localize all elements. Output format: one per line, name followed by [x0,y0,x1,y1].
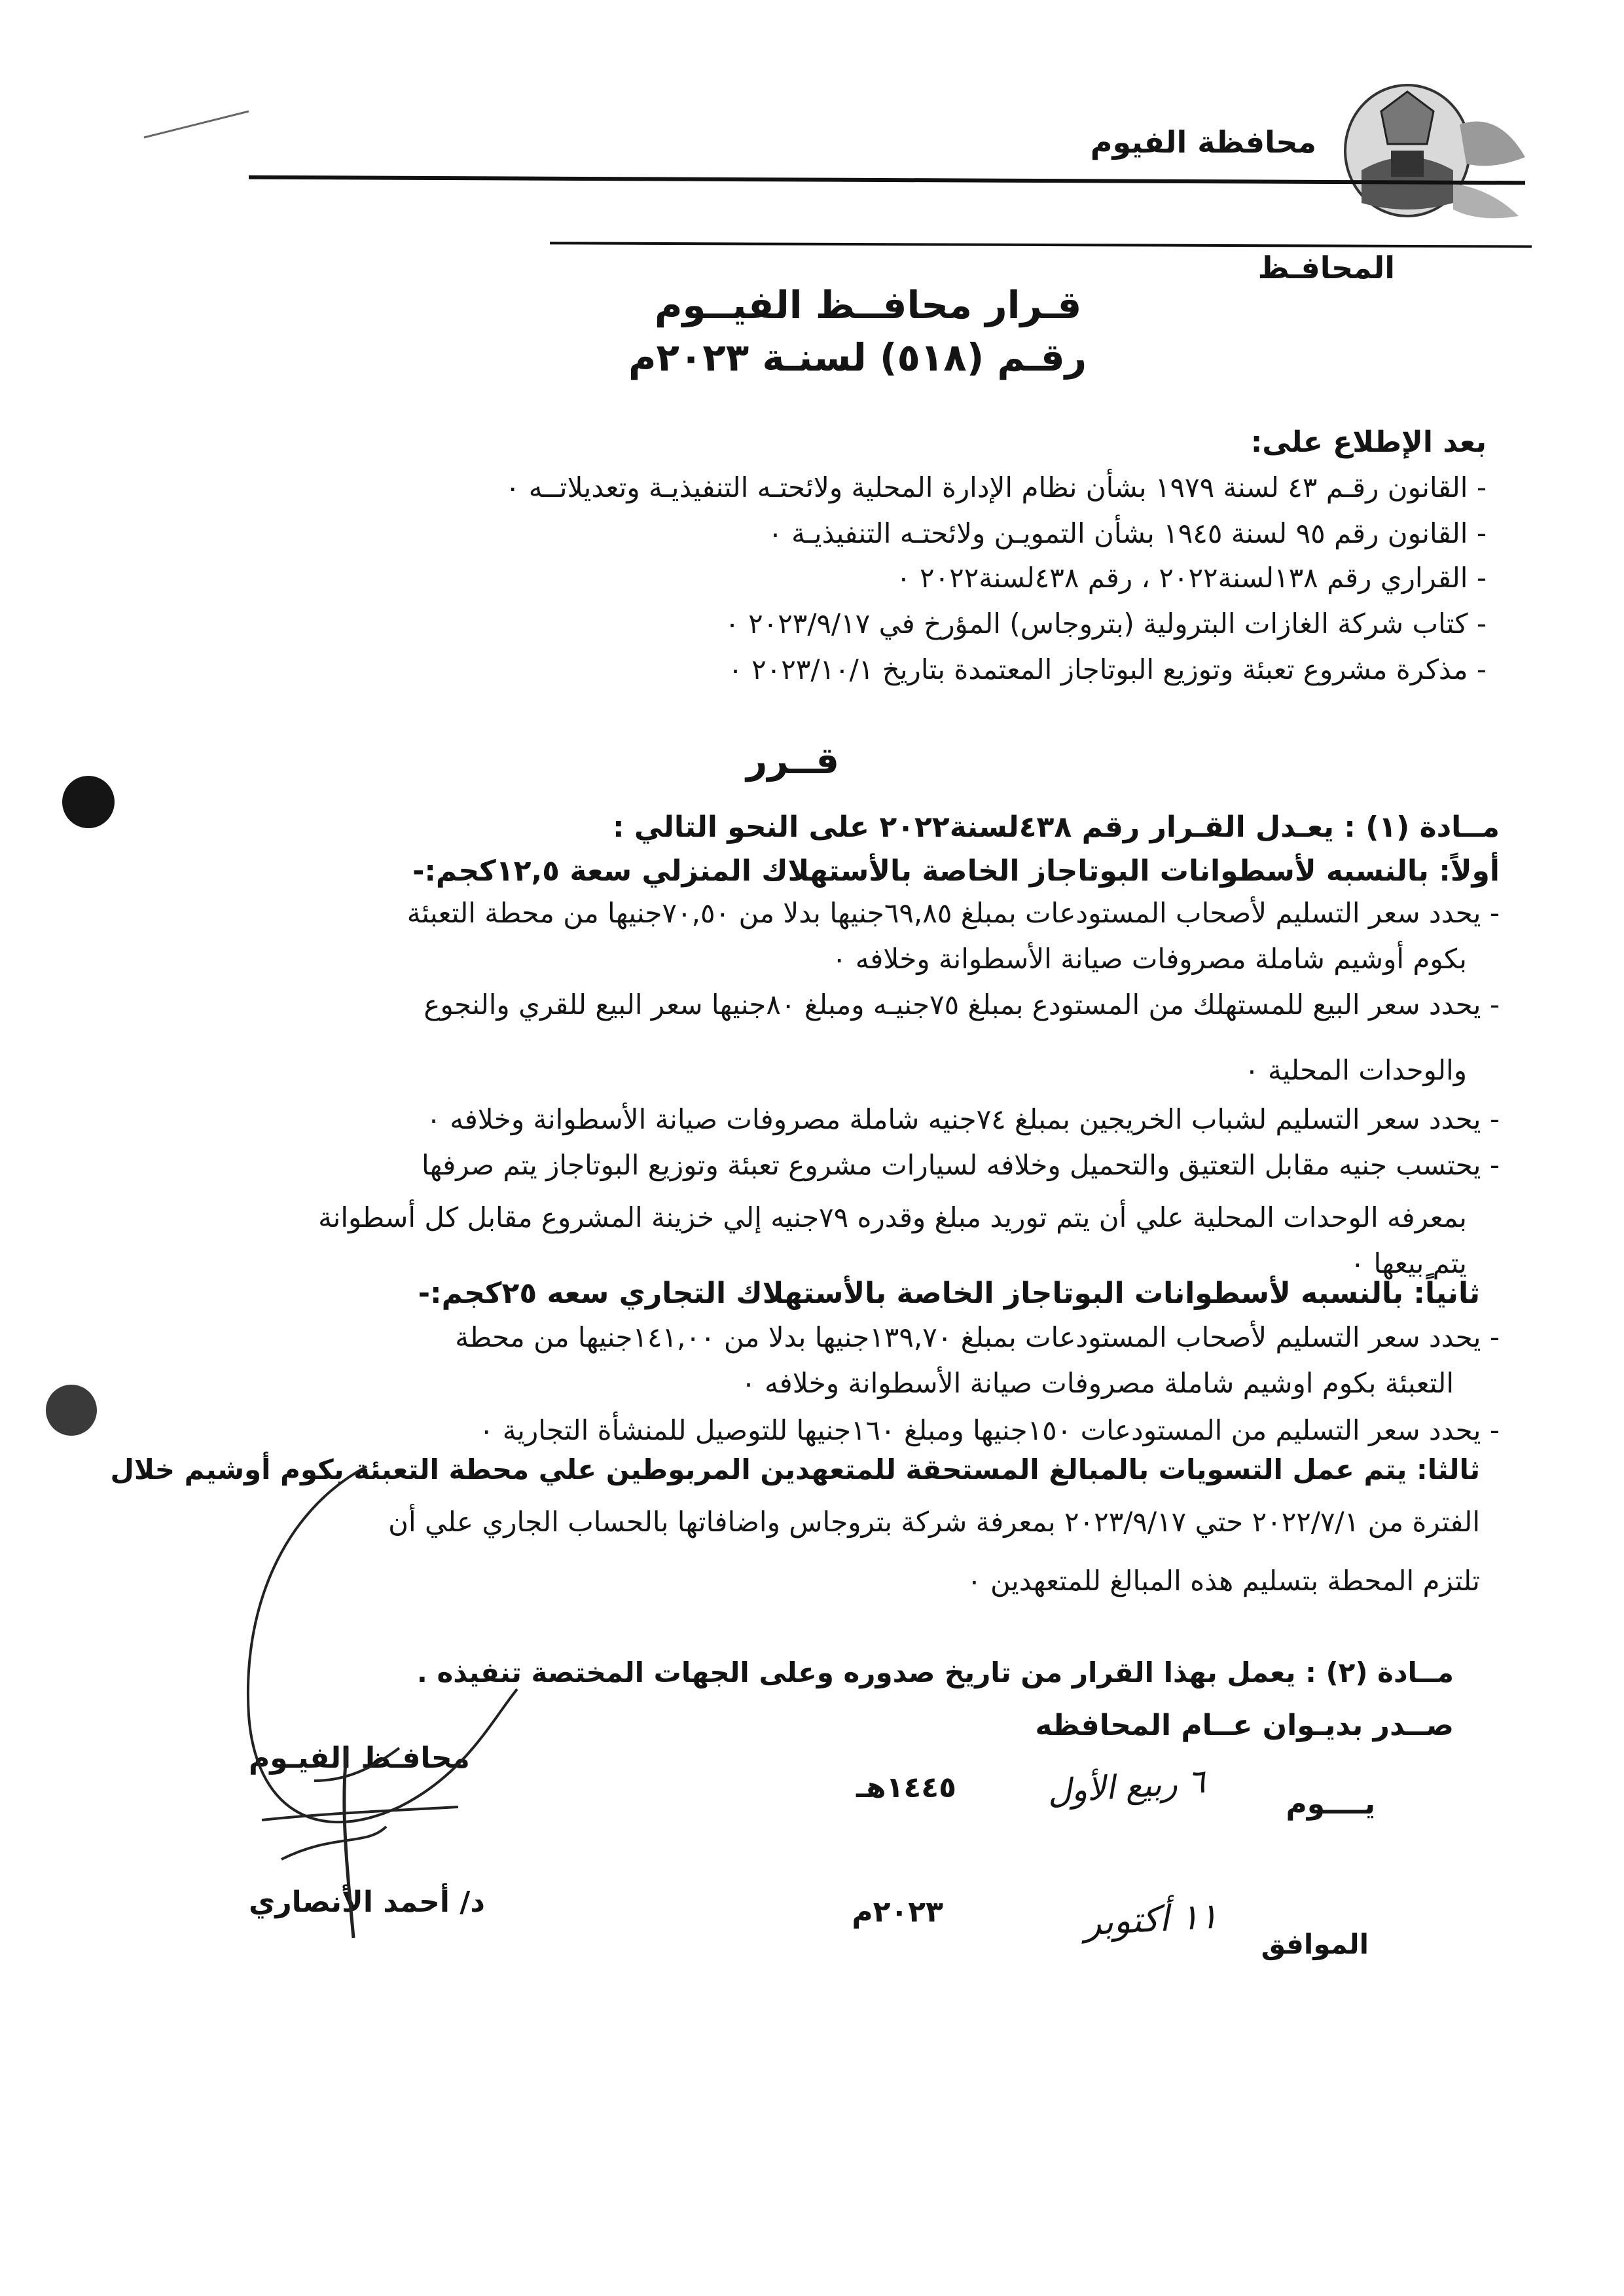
header-subrule [550,242,1532,247]
section-first-line: بمعرفه الوحدات المحلية علي أن يتم توريد مبلغ وقدره ٧٩جنيه إلي خزينة المشروع مقابل كل أسطوانة [318,1201,1467,1233]
hijri-year: ١٤٤٥هـ [856,1771,956,1804]
scan-mark [137,98,255,151]
issued-line: صــدر بديـوان عــام المحافظه [1035,1709,1454,1742]
section-first-line: يتم بيعها ٠ [1350,1247,1467,1279]
greg-date-label: الموافق [1261,1928,1369,1960]
decision-heading: قــرر [746,740,840,782]
article-2: مــادة (٢) : يعمل بهذا القرار من تاريخ صدوره وعلى الجهات المختصة تنفيذه . [416,1656,1454,1688]
decision-title: قـرار محافــظ الفيــوم [655,283,1082,327]
section-third-line: ثالثا: يتم عمل التسويات بالمبالغ المستحقة للمتعهدين المربوطين علي محطة التعبئة بكوم أوشيم خلال [110,1453,1480,1485]
section-first-heading: أولاً: بالنسبه لأسطوانات البوتاجاز الخاصة بالأستهلاك المنزلي سعة ١٢,٥كجم:- [412,854,1500,888]
greg-date-handwritten: ١١ أكتوبر [1083,1895,1219,1944]
preamble-item: - كتاب شركة الغازات البترولية (بتروجاس) المؤرخ في ٢٠٢٣/٩/١٧ ٠ [725,608,1487,640]
section-first-line: - يحتسب جنيه مقابل التعتيق والتحميل وخلافه لسيارات مشروع تعبئة وتوزيع البوتاجاز يتم صرفها [421,1149,1500,1181]
punch-hole [46,1385,97,1436]
preamble-heading: بعد الإطلاع على: [1250,426,1487,459]
section-first-line: بكوم أوشيم شاملة مصروفات صيانة الأسطوانة وخلافه ٠ [831,943,1467,975]
section-second-heading: ثانياً: بالنسبه لأسطوانات البوتاجاز الخاصة بالأستهلاك التجاري سعه ٢٥كجم:- [418,1277,1480,1310]
header-rule [249,175,1525,185]
handwritten-signature [151,1440,609,1964]
greg-year: ٢٠٢٣م [852,1895,943,1929]
office-title: المحافـظ [1257,250,1395,285]
decision-number: رقـم (٥١٨) لسنـة ٢٠٢٣م [628,335,1087,380]
preamble-item: - القانون رقـم ٤٣ لسنة ١٩٧٩ بشأن نظام الإدارة المحلية ولائحتـه التنفيذيـة وتعديلاتــه ٠ [505,471,1487,503]
section-first-line: - يحدد سعر البيع للمستهلك من المستودع بمبلغ ٧٥جنيـه ومبلغ ٨٠جنيها سعر البيع للقري والنجوع [424,989,1500,1021]
section-second-line: - يحدد سعر التسليم من المستودعات ١٥٠جنيها ومبلغ ١٦٠جنيها للتوصيل للمنشأة التجارية ٠ [478,1414,1500,1446]
punch-hole [62,776,115,828]
hijri-date-label: يــــوم [1286,1787,1375,1821]
section-third-line: تلتزم المحطة بتسليم هذه المبالغ للمتعهدين ٠ [967,1565,1480,1597]
article-1: مــادة (١) : يعـدل القـرار رقم ٤٣٨لسنة٢٠٢٢ على النحو التالي : [612,811,1500,844]
preamble-item: - القراري رقم ١٣٨لسنة٢٠٢٢ ، رقم ٤٣٨لسنة٢٠٢٢ ٠ [896,562,1487,594]
section-first-line: - يحدد سعر التسليم لأصحاب المستودعات بمبلغ ٦٩,٨٥جنيها بدلا من ٧٠,٥٠جنيها من محطة التعبئة [406,897,1500,929]
signatory-title: محافـظ الفيـوم [249,1741,470,1775]
section-second-line: التعبئة بكوم اوشيم شاملة مصروفات صيانة الأسطوانة وخلافه ٠ [741,1367,1454,1399]
governorate-name: محافظة الفيوم [1090,124,1316,160]
section-first-line: - يحدد سعر التسليم لشباب الخريجين بمبلغ ٧٤جنيه شاملة مصروفات صيانة الأسطوانة وخلافه ٠ [426,1103,1500,1135]
section-first-line: والوحدات المحلية ٠ [1244,1054,1467,1086]
signatory-name: د/ أحمد الأنصاري [249,1886,485,1919]
section-second-line: - يحدد سعر التسليم لأصحاب المستودعات بمبلغ ١٣٩,٧٠جنيها بدلا من ١٤١,٠٠جنيها من محطة [455,1321,1500,1353]
section-third-line: الفترة من ٢٠٢٢/٧/١ حتي ٢٠٢٣/٩/١٧ بمعرفة شركة بتروجاس واضافاتها بالحساب الجاري علي أن [388,1506,1480,1538]
hijri-date-handwritten: ٦ ربيع الأول [1045,1762,1206,1812]
preamble-item: - مذكرة مشروع تعبئة وتوزيع البوتاجاز المعتمدة بتاريخ ٢٠٢٣/١٠/١ ٠ [728,653,1487,685]
preamble-item: - القانون رقم ٩٥ لسنة ١٩٤٥ بشأن التمويـن ولائحتـه التنفيذيـة ٠ [768,517,1487,549]
governorate-emblem-icon [1335,72,1532,229]
